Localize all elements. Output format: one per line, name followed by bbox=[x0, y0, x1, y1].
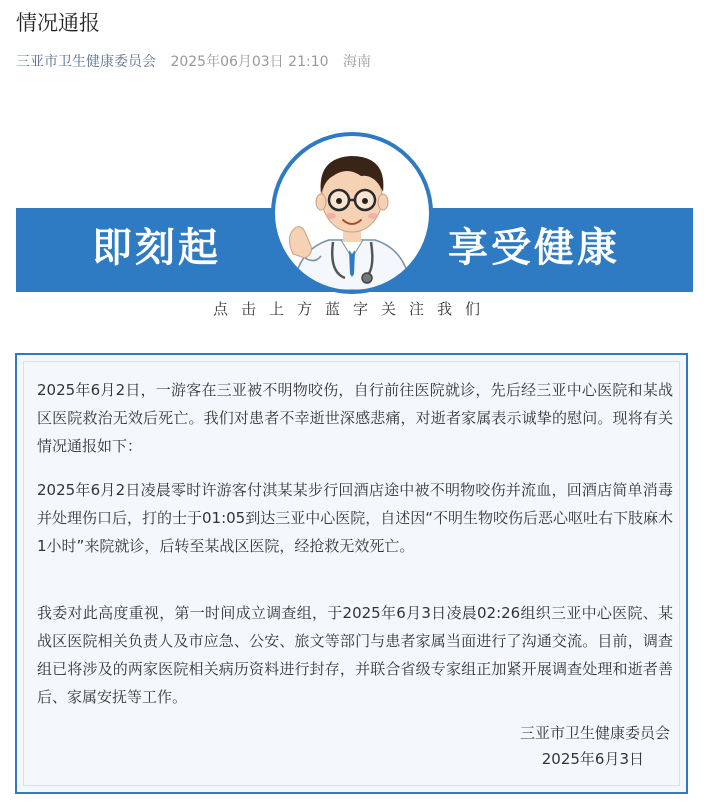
notice-card bbox=[15, 353, 688, 794]
banner-left-text: 即刻起 bbox=[92, 225, 221, 271]
publish-datetime: 2025年06月03日 21:10 bbox=[170, 54, 329, 70]
notice-paragraph-1: 2025年6月2日，一游客在三亚被不明物咬伤，自行前往医院就诊，先后经三亚中心医院和某战区医院救治无效后死亡。我们对患者不幸逝世深感悲痛，对逝者家属表示诚挚的慰问。现将有关情况通报如下： bbox=[37, 381, 673, 455]
doctor-avatar bbox=[271, 132, 433, 294]
account-name-link[interactable]: 三亚市卫生健康委员会 bbox=[16, 54, 156, 70]
notice-paragraph-2: 2025年6月2日凌晨零时许游客付淇某某步行回酒店途中被不明物咬伤并流血，回酒店简单消毒并处理伤口后，打的士于01:05到达三亚中心医院，自述因“不明生物咬伤后恶心呕吐右下肢麻木1小时”来院就诊，后转至某战区医院，经抢救无效死亡。 bbox=[37, 481, 674, 555]
notice-signature-block bbox=[520, 720, 670, 772]
doctor-cartoon-icon bbox=[275, 136, 429, 290]
follow-prompt: 点击上方蓝字关注我们 bbox=[212, 300, 493, 318]
article-title: 情况通报 bbox=[16, 11, 100, 35]
notice-paragraph-3: 我委对此高度重视，第一时间成立调查组，于2025年6月3日凌晨02:26组织三亚中心医院、某战区医院相关负责人及市应急、公安、旅文等部门与患者家属当面进行了沟通交流。目前，调查组已将涉及的两家医院相关病历资料进行封存，并联合省级专家组正加紧开展调查处理和逝者善后、家属安抚等工作。 bbox=[37, 604, 673, 706]
banner-right-text: 享受健康 bbox=[448, 225, 620, 271]
signature-date: 2025年6月3日 bbox=[541, 750, 644, 768]
article-meta bbox=[16, 52, 371, 72]
publish-location: 海南 bbox=[342, 54, 371, 70]
signature-organization: 三亚市卫生健康委员会 bbox=[519, 724, 670, 742]
